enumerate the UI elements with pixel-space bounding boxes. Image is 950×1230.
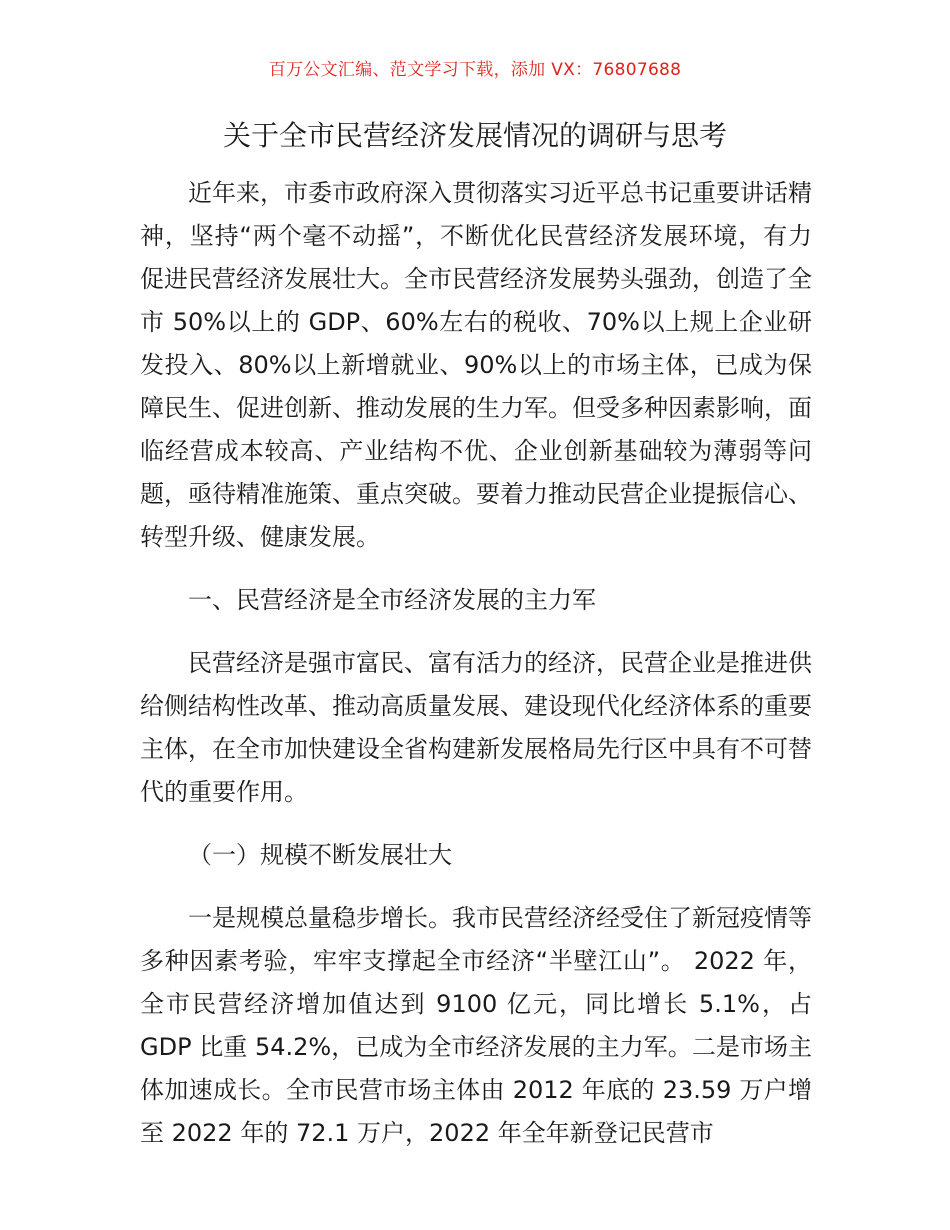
subsection-heading-1: （一）规模不断发展壮大 <box>188 841 452 869</box>
watermark-header: 百万公文汇编、范文学习下载，添加 VX：76807688 <box>268 60 682 80</box>
paragraph-subsection-1: 一是规模总量稳步增长。我市民营经济经受住了新冠疫情等多种因素考验，牢牢支撑起全市经济“半壁江山”。 2022 年，全市民营经济增加值达到 9100 亿元，同比增长 5.1%，占 GDP 比重 54.2%，已成为全市经济发展的主力军。二是市场主体加速成长。全市民营市场主体由 2012 年底的 23.59 万户增至 2022 年的 72.1 万户，2022 年全年新登记民营市 <box>140 904 812 1147</box>
section-heading-1: 一、民营经济是全市经济发展的主力军 <box>188 586 596 614</box>
document-body <box>140 172 812 1155</box>
paragraph-intro: 近年来，市委市政府深入贯彻落实习近平总书记重要讲话精神，坚持“两个毫不动摇”，不断优化民营经济发展环境，有力促进民营经济发展壮大。全市民营经济发展势头强劲，创造了全市 50%以上的 GDP、60%左右的税收、70%以上规上企业研发投入、80%以上新增就业、90%以上的市场主体，已成为保障民生、促进创新、推动发展的生力军。但受多种因素影响，面临经营成本较高、产业结构不优、企业创新基础较为薄弱等问题，亟待精准施策、重点突破。要着力推动民营企业提振信心、转型升级、健康发展。 <box>140 179 812 551</box>
paragraph-section-1: 民营经济是强市富民、富有活力的经济，民营企业是推进供给侧结构性改革、推动高质量发展、建设现代化经济体系的重要主体，在全市加快建设全省构建新发展格局先行区中具有不可替代的重要作用。 <box>140 649 812 806</box>
document-title: 关于全市民营经济发展情况的调研与思考 <box>222 119 727 152</box>
